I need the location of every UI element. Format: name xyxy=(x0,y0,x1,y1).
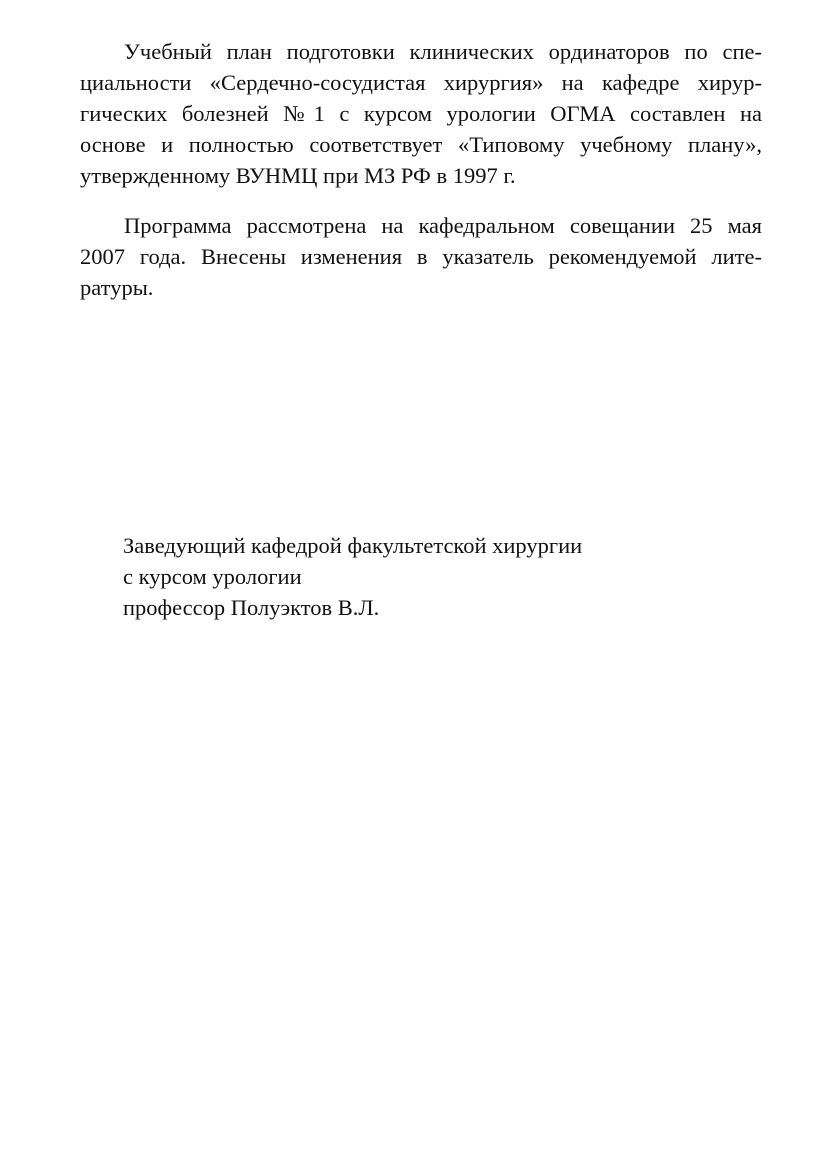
review-paragraph xyxy=(80,210,762,303)
signature-block xyxy=(123,530,582,623)
text-line: циальности «Сердечно-сосудистая хирургия» на кафедре хирур- xyxy=(80,70,762,95)
signature-name: профессор Полуэктов В.Л. xyxy=(123,595,380,620)
text-line: ратуры. xyxy=(80,275,154,300)
signature-course: с курсом урологии xyxy=(123,564,302,589)
text-line: основе и полностью соответствует «Типовому учебному плану», xyxy=(80,132,762,157)
text-line: Учебный план подготовки клинических ординаторов по спе- xyxy=(124,39,762,64)
text-line: утвержденному ВУНМЦ при МЗ РФ в 1997 г. xyxy=(80,163,516,188)
text-line: гических болезней №1 с курсом урологии ОГМА составлен на xyxy=(80,101,762,126)
text-line: 2007 года. Внесены изменения в указатель рекомендуемой лите- xyxy=(80,244,762,269)
curriculum-paragraph xyxy=(80,36,762,191)
signature-position: Заведующий кафедрой факультетской хирургии xyxy=(123,533,583,558)
text-line: Программа рассмотрена на кафедральном совещании 25 мая xyxy=(124,213,762,238)
